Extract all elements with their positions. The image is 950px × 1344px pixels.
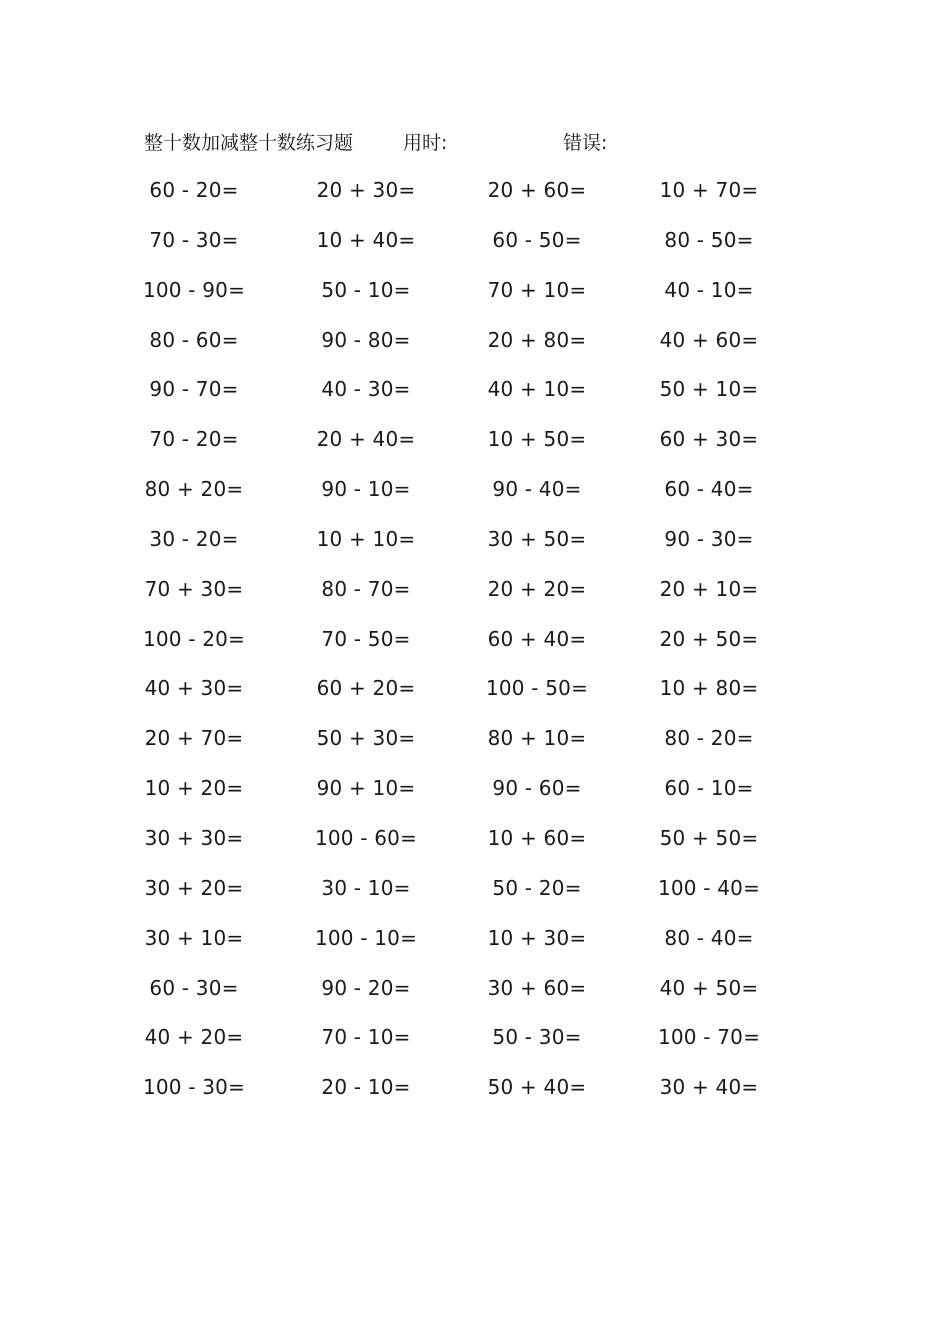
problem-row	[0, 522, 950, 572]
problem-cell: 50 + 10=	[659, 377, 759, 402]
problem-cell: 40 - 10=	[664, 277, 754, 302]
problem-cell: 30 + 50=	[487, 526, 587, 551]
problem-cell: 100 - 10=	[314, 925, 418, 950]
problem-cell: 20 + 70=	[144, 726, 244, 751]
problem-cell: 80 - 70=	[321, 576, 411, 601]
problem-cell: 60 - 30=	[149, 975, 239, 1000]
worksheet-header	[0, 128, 950, 158]
problem-cell: 30 + 30=	[144, 825, 244, 850]
problem-cell: 90 - 10=	[321, 477, 411, 502]
problem-cell: 70 + 30=	[144, 576, 244, 601]
problem-cell: 70 - 50=	[321, 626, 411, 651]
problem-cell: 90 - 20=	[321, 975, 411, 1000]
problem-cell: 90 - 70=	[149, 377, 239, 402]
worksheet-title: 整十数加减整十数练习题	[144, 132, 354, 154]
problem-cell: 10 + 40=	[316, 227, 416, 252]
problem-cell: 60 - 50=	[492, 227, 582, 252]
problem-cell: 10 + 70=	[659, 178, 759, 202]
problem-cell: 80 - 60=	[149, 327, 239, 352]
problem-cell: 20 + 50=	[659, 626, 759, 651]
problem-cell: 80 - 50=	[664, 227, 754, 252]
problem-row	[0, 223, 950, 273]
errors-label: 错误:	[563, 132, 608, 154]
problem-cell: 40 + 50=	[659, 975, 759, 1000]
problem-cell: 10 + 50=	[487, 427, 587, 452]
problem-cell: 60 - 40=	[664, 477, 754, 502]
problem-row	[0, 472, 950, 522]
problem-row	[0, 622, 950, 672]
problem-cell: 100 - 60=	[314, 825, 418, 850]
problem-cell: 70 + 10=	[487, 277, 587, 302]
problem-row	[0, 671, 950, 721]
problem-row	[0, 771, 950, 821]
problem-cell: 100 - 30=	[142, 1075, 246, 1100]
problem-cell: 100 - 20=	[142, 626, 246, 651]
problem-cell: 20 + 10=	[659, 576, 759, 601]
problem-cell: 30 - 20=	[149, 526, 239, 551]
problem-cell: 20 + 80=	[487, 327, 587, 352]
problem-row	[0, 422, 950, 472]
problem-cell: 40 + 60=	[659, 327, 759, 352]
problem-cell: 30 + 20=	[144, 875, 244, 900]
problem-cell: 50 - 30=	[492, 1025, 582, 1050]
problem-row	[0, 721, 950, 771]
problem-cell: 100 - 50=	[485, 676, 589, 701]
problem-cell: 90 + 10=	[316, 776, 416, 801]
problem-cell: 60 - 10=	[664, 776, 754, 801]
problem-cell: 90 - 40=	[492, 477, 582, 502]
problem-grid	[0, 173, 950, 1120]
problem-cell: 60 + 40=	[487, 626, 587, 651]
problem-cell: 20 + 30=	[316, 178, 416, 202]
problem-cell: 70 - 20=	[149, 427, 239, 452]
problem-cell: 70 - 30=	[149, 227, 239, 252]
problem-cell: 30 + 60=	[487, 975, 587, 1000]
problem-cell: 10 + 30=	[487, 925, 587, 950]
problem-cell: 90 - 80=	[321, 327, 411, 352]
problem-row	[0, 821, 950, 871]
problem-cell: 90 - 60=	[492, 776, 582, 801]
problem-cell: 50 - 20=	[492, 875, 582, 900]
problem-row	[0, 273, 950, 323]
problem-cell: 20 + 60=	[487, 178, 587, 202]
problem-cell: 20 + 40=	[316, 427, 416, 452]
problem-cell: 20 + 20=	[487, 576, 587, 601]
problem-cell: 10 + 10=	[316, 526, 416, 551]
problem-cell: 50 + 40=	[487, 1075, 587, 1100]
problem-cell: 80 - 20=	[664, 726, 754, 751]
problem-cell: 20 - 10=	[321, 1075, 411, 1100]
problem-cell: 40 + 30=	[144, 676, 244, 701]
problem-cell: 60 - 20=	[149, 178, 239, 202]
problem-cell: 70 - 10=	[321, 1025, 411, 1050]
problem-cell: 30 + 40=	[659, 1075, 759, 1100]
problem-cell: 100 - 90=	[142, 277, 246, 302]
problem-cell: 60 + 30=	[659, 427, 759, 452]
problem-cell: 80 - 40=	[664, 925, 754, 950]
problem-cell: 90 - 30=	[664, 526, 754, 551]
problem-cell: 40 + 20=	[144, 1025, 244, 1050]
problem-row	[0, 173, 950, 223]
problem-cell: 80 + 20=	[144, 477, 244, 502]
problem-cell: 40 + 10=	[487, 377, 587, 402]
problem-cell: 100 - 40=	[657, 875, 761, 900]
problem-row	[0, 1020, 950, 1070]
problem-cell: 50 + 30=	[316, 726, 416, 751]
problem-cell: 30 - 10=	[321, 875, 411, 900]
problem-row	[0, 921, 950, 971]
problem-row	[0, 323, 950, 373]
problem-cell: 50 - 10=	[321, 277, 411, 302]
problem-row	[0, 971, 950, 1021]
problem-cell: 40 - 30=	[321, 377, 411, 402]
problem-row	[0, 871, 950, 921]
problem-cell: 80 + 10=	[487, 726, 587, 751]
time-used-label: 用时:	[403, 132, 448, 154]
problem-cell: 100 - 70=	[657, 1025, 761, 1050]
problem-cell: 10 + 80=	[659, 676, 759, 701]
problem-cell: 10 + 20=	[144, 776, 244, 801]
problem-cell: 10 + 60=	[487, 825, 587, 850]
problem-cell: 30 + 10=	[144, 925, 244, 950]
problem-row	[0, 372, 950, 422]
problem-row	[0, 572, 950, 622]
problem-row	[0, 1070, 950, 1120]
problem-cell: 60 + 20=	[316, 676, 416, 701]
problem-cell: 50 + 50=	[659, 825, 759, 850]
